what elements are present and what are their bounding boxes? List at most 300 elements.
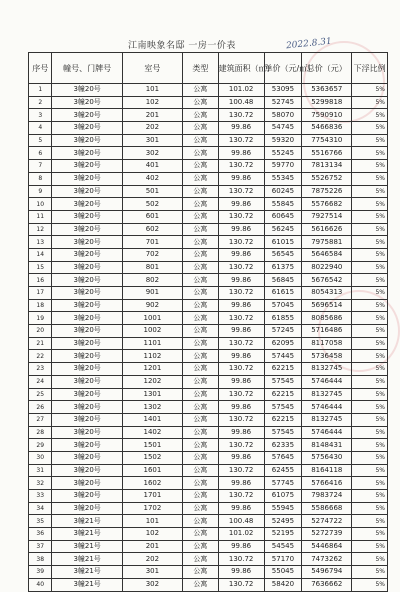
- cell-sequence: 18: [29, 299, 52, 312]
- cell-building-door-number: 3幢20号: [52, 350, 122, 363]
- cell-sequence: 38: [29, 553, 52, 566]
- cell-discount-ratio: 5%: [352, 375, 388, 388]
- cell-type: 公寓: [182, 274, 218, 287]
- table-row: [29, 515, 388, 528]
- cell-total-price: 8117058: [302, 337, 352, 350]
- cell-building-door-number: 3幢20号: [52, 490, 122, 503]
- cell-type: 公寓: [182, 236, 218, 249]
- cell-unit-price: 62215: [264, 363, 302, 376]
- cell-discount-ratio: 5%: [352, 223, 388, 236]
- cell-type: 公寓: [182, 477, 218, 490]
- cell-discount-ratio: 5%: [352, 490, 388, 503]
- table-row: [29, 160, 388, 173]
- cell-room-number: 302: [122, 578, 182, 591]
- cell-unit-price: 57545: [264, 426, 302, 439]
- cell-discount-ratio: 5%: [352, 439, 388, 452]
- cell-total-price: 5299818: [302, 96, 352, 109]
- cell-type: 公寓: [182, 210, 218, 223]
- cell-type: 公寓: [182, 388, 218, 401]
- cell-total-price: 5363657: [302, 84, 352, 97]
- cell-room-number: 701: [122, 236, 182, 249]
- cell-type: 公寓: [182, 553, 218, 566]
- table-row: [29, 578, 388, 591]
- cell-type: 公寓: [182, 299, 218, 312]
- cell-room-number: 1002: [122, 325, 182, 338]
- cell-type: 公寓: [182, 122, 218, 135]
- cell-building-door-number: 3幢20号: [52, 388, 122, 401]
- cell-type: 公寓: [182, 160, 218, 173]
- table-row: [29, 439, 388, 452]
- cell-unit-price: 56245: [264, 223, 302, 236]
- cell-building-door-number: 3幢20号: [52, 109, 122, 122]
- cell-sequence: 5: [29, 134, 52, 147]
- column-header-building-area: 建筑面积（㎡）: [218, 53, 264, 84]
- cell-total-price: 5746444: [302, 401, 352, 414]
- table-row: [29, 426, 388, 439]
- cell-discount-ratio: 5%: [352, 413, 388, 426]
- cell-building-area: 130.72: [218, 185, 264, 198]
- document-title: 江南映象名邸 一房一价表: [128, 41, 236, 51]
- cell-total-price: 8022940: [302, 261, 352, 274]
- cell-building-door-number: 3幢20号: [52, 147, 122, 160]
- table-row: [29, 540, 388, 553]
- cell-room-number: 1402: [122, 426, 182, 439]
- cell-room-number: 802: [122, 274, 182, 287]
- table-row: [29, 502, 388, 515]
- cell-sequence: 9: [29, 185, 52, 198]
- cell-unit-price: 56545: [264, 248, 302, 261]
- cell-building-area: 130.72: [218, 388, 264, 401]
- cell-discount-ratio: 5%: [352, 248, 388, 261]
- cell-unit-price: 60645: [264, 210, 302, 223]
- cell-building-area: 99.86: [218, 122, 264, 135]
- table-row: [29, 248, 388, 261]
- cell-discount-ratio: 5%: [352, 274, 388, 287]
- table-row: [29, 451, 388, 464]
- cell-sequence: 32: [29, 477, 52, 490]
- cell-sequence: 8: [29, 172, 52, 185]
- cell-building-door-number: 3幢20号: [52, 198, 122, 211]
- cell-building-door-number: 3幢20号: [52, 464, 122, 477]
- cell-building-area: 130.72: [218, 337, 264, 350]
- cell-building-door-number: 3幢21号: [52, 528, 122, 541]
- cell-total-price: 5586668: [302, 502, 352, 515]
- cell-room-number: 601: [122, 210, 182, 223]
- cell-building-door-number: 3幢20号: [52, 84, 122, 97]
- cell-total-price: 5274722: [302, 515, 352, 528]
- cell-type: 公寓: [182, 566, 218, 579]
- table-row: [29, 147, 388, 160]
- cell-building-door-number: 3幢20号: [52, 426, 122, 439]
- cell-total-price: 5766416: [302, 477, 352, 490]
- cell-total-price: 5446864: [302, 540, 352, 553]
- cell-total-price: 7754310: [302, 134, 352, 147]
- cell-type: 公寓: [182, 325, 218, 338]
- cell-sequence: 12: [29, 223, 52, 236]
- table-row: [29, 185, 388, 198]
- table-row: [29, 337, 388, 350]
- cell-sequence: 20: [29, 325, 52, 338]
- cell-room-number: 302: [122, 147, 182, 160]
- cell-total-price: 7983724: [302, 490, 352, 503]
- cell-building-area: 99.86: [218, 477, 264, 490]
- cell-unit-price: 61075: [264, 490, 302, 503]
- cell-sequence: 11: [29, 210, 52, 223]
- cell-discount-ratio: 5%: [352, 287, 388, 300]
- cell-unit-price: 61375: [264, 261, 302, 274]
- cell-building-door-number: 3幢20号: [52, 223, 122, 236]
- cell-unit-price: 57645: [264, 451, 302, 464]
- cell-sequence: 40: [29, 578, 52, 591]
- cell-discount-ratio: 5%: [352, 122, 388, 135]
- cell-unit-price: 59770: [264, 160, 302, 173]
- table-row: [29, 375, 388, 388]
- cell-building-area: 99.86: [218, 172, 264, 185]
- cell-discount-ratio: 5%: [352, 160, 388, 173]
- cell-unit-price: 61855: [264, 312, 302, 325]
- table-row: [29, 401, 388, 414]
- cell-unit-price: 62095: [264, 337, 302, 350]
- cell-total-price: 7590910: [302, 109, 352, 122]
- cell-unit-price: 58070: [264, 109, 302, 122]
- cell-building-door-number: 3幢20号: [52, 299, 122, 312]
- cell-building-area: 99.86: [218, 502, 264, 515]
- cell-total-price: 7813134: [302, 160, 352, 173]
- cell-sequence: 25: [29, 388, 52, 401]
- cell-building-area: 130.72: [218, 210, 264, 223]
- cell-type: 公寓: [182, 172, 218, 185]
- cell-building-door-number: 3幢20号: [52, 261, 122, 274]
- cell-total-price: 5526752: [302, 172, 352, 185]
- cell-type: 公寓: [182, 426, 218, 439]
- cell-room-number: 301: [122, 566, 182, 579]
- cell-building-area: 99.86: [218, 451, 264, 464]
- table-body: [29, 84, 388, 592]
- cell-building-door-number: 3幢20号: [52, 172, 122, 185]
- cell-building-area: 130.72: [218, 553, 264, 566]
- cell-type: 公寓: [182, 109, 218, 122]
- column-header-type: 类型: [182, 53, 218, 84]
- cell-sequence: 35: [29, 515, 52, 528]
- cell-type: 公寓: [182, 451, 218, 464]
- cell-total-price: 7975881: [302, 236, 352, 249]
- cell-sequence: 31: [29, 464, 52, 477]
- cell-sequence: 22: [29, 350, 52, 363]
- table-row: [29, 134, 388, 147]
- cell-room-number: 301: [122, 134, 182, 147]
- cell-total-price: 5696514: [302, 299, 352, 312]
- cell-building-door-number: 3幢20号: [52, 248, 122, 261]
- cell-room-number: 801: [122, 261, 182, 274]
- table-row: [29, 477, 388, 490]
- cell-sequence: 21: [29, 337, 52, 350]
- cell-building-door-number: 3幢20号: [52, 96, 122, 109]
- cell-room-number: 1102: [122, 350, 182, 363]
- cell-building-area: 130.72: [218, 312, 264, 325]
- table-row: [29, 413, 388, 426]
- table-row: [29, 464, 388, 477]
- cell-discount-ratio: 5%: [352, 109, 388, 122]
- cell-room-number: 1202: [122, 375, 182, 388]
- cell-sequence: 36: [29, 528, 52, 541]
- cell-total-price: 8148431: [302, 439, 352, 452]
- cell-building-door-number: 3幢20号: [52, 134, 122, 147]
- table-row: [29, 299, 388, 312]
- cell-building-door-number: 3幢20号: [52, 210, 122, 223]
- table-row: [29, 566, 388, 579]
- cell-building-door-number: 3幢20号: [52, 185, 122, 198]
- cell-discount-ratio: 5%: [352, 515, 388, 528]
- cell-unit-price: 55845: [264, 198, 302, 211]
- table-row: [29, 210, 388, 223]
- cell-total-price: 5466836: [302, 122, 352, 135]
- cell-room-number: 1702: [122, 502, 182, 515]
- cell-type: 公寓: [182, 337, 218, 350]
- cell-discount-ratio: 5%: [352, 312, 388, 325]
- cell-unit-price: 54745: [264, 122, 302, 135]
- cell-building-area: 130.72: [218, 490, 264, 503]
- cell-total-price: 7875226: [302, 185, 352, 198]
- cell-building-door-number: 3幢21号: [52, 515, 122, 528]
- cell-total-price: 5616626: [302, 223, 352, 236]
- table-row: [29, 96, 388, 109]
- cell-building-area: 130.72: [218, 578, 264, 591]
- cell-discount-ratio: 5%: [352, 528, 388, 541]
- cell-type: 公寓: [182, 96, 218, 109]
- cell-building-door-number: 3幢21号: [52, 553, 122, 566]
- cell-sequence: 17: [29, 287, 52, 300]
- cell-building-door-number: 3幢21号: [52, 540, 122, 553]
- cell-type: 公寓: [182, 578, 218, 591]
- cell-sequence: 28: [29, 426, 52, 439]
- table-row: [29, 261, 388, 274]
- cell-type: 公寓: [182, 147, 218, 160]
- cell-room-number: 702: [122, 248, 182, 261]
- cell-discount-ratio: 5%: [352, 477, 388, 490]
- cell-total-price: 8085686: [302, 312, 352, 325]
- cell-sequence: 14: [29, 248, 52, 261]
- cell-building-area: 100.48: [218, 515, 264, 528]
- cell-sequence: 30: [29, 451, 52, 464]
- cell-room-number: 1201: [122, 363, 182, 376]
- cell-type: 公寓: [182, 312, 218, 325]
- cell-unit-price: 62215: [264, 413, 302, 426]
- cell-building-area: 130.72: [218, 363, 264, 376]
- cell-discount-ratio: 5%: [352, 172, 388, 185]
- cell-sequence: 33: [29, 490, 52, 503]
- cell-sequence: 7: [29, 160, 52, 173]
- cell-unit-price: 62215: [264, 388, 302, 401]
- cell-unit-price: 57545: [264, 375, 302, 388]
- cell-sequence: 13: [29, 236, 52, 249]
- cell-type: 公寓: [182, 287, 218, 300]
- cell-unit-price: 56845: [264, 274, 302, 287]
- cell-room-number: 1001: [122, 312, 182, 325]
- cell-discount-ratio: 5%: [352, 426, 388, 439]
- price-table: [28, 52, 388, 592]
- cell-sequence: 6: [29, 147, 52, 160]
- cell-total-price: 8132745: [302, 413, 352, 426]
- cell-unit-price: 61015: [264, 236, 302, 249]
- cell-sequence: 34: [29, 502, 52, 515]
- cell-total-price: 5272739: [302, 528, 352, 541]
- cell-type: 公寓: [182, 490, 218, 503]
- cell-room-number: 1701: [122, 490, 182, 503]
- table-row: [29, 553, 388, 566]
- cell-building-area: 130.72: [218, 160, 264, 173]
- cell-unit-price: 57045: [264, 299, 302, 312]
- table-row: [29, 350, 388, 363]
- cell-total-price: 5756430: [302, 451, 352, 464]
- cell-sequence: 2: [29, 96, 52, 109]
- cell-room-number: 401: [122, 160, 182, 173]
- table-row: [29, 528, 388, 541]
- column-header-building-door-number: 幢号、门牌号: [52, 53, 122, 84]
- cell-building-door-number: 3幢20号: [52, 236, 122, 249]
- cell-discount-ratio: 5%: [352, 147, 388, 160]
- cell-discount-ratio: 5%: [352, 96, 388, 109]
- cell-building-area: 101.02: [218, 84, 264, 97]
- cell-sequence: 15: [29, 261, 52, 274]
- cell-building-door-number: 3幢20号: [52, 451, 122, 464]
- cell-type: 公寓: [182, 248, 218, 261]
- cell-type: 公寓: [182, 413, 218, 426]
- cell-type: 公寓: [182, 528, 218, 541]
- cell-total-price: 8132745: [302, 388, 352, 401]
- column-header-room-number: 室号: [122, 53, 182, 84]
- cell-building-door-number: 3幢20号: [52, 287, 122, 300]
- cell-unit-price: 53095: [264, 84, 302, 97]
- cell-discount-ratio: 5%: [352, 84, 388, 97]
- cell-room-number: 1602: [122, 477, 182, 490]
- cell-room-number: 202: [122, 122, 182, 135]
- cell-building-door-number: 3幢21号: [52, 578, 122, 591]
- cell-unit-price: 57745: [264, 477, 302, 490]
- cell-building-area: 99.86: [218, 299, 264, 312]
- cell-discount-ratio: 5%: [352, 502, 388, 515]
- cell-building-area: 99.86: [218, 350, 264, 363]
- cell-unit-price: 52495: [264, 515, 302, 528]
- cell-discount-ratio: 5%: [352, 363, 388, 376]
- cell-building-area: 130.72: [218, 109, 264, 122]
- table-row: [29, 172, 388, 185]
- cell-sequence: 3: [29, 109, 52, 122]
- column-header-discount-ratio: 下浮比例: [352, 53, 388, 84]
- cell-building-door-number: 3幢20号: [52, 160, 122, 173]
- cell-room-number: 902: [122, 299, 182, 312]
- cell-sequence: 10: [29, 198, 52, 211]
- table-row: [29, 198, 388, 211]
- cell-total-price: 8132745: [302, 363, 352, 376]
- cell-room-number: 101: [122, 84, 182, 97]
- cell-building-door-number: 3幢20号: [52, 325, 122, 338]
- cell-building-area: 99.86: [218, 274, 264, 287]
- cell-building-area: 99.86: [218, 223, 264, 236]
- cell-building-door-number: 3幢20号: [52, 274, 122, 287]
- cell-discount-ratio: 5%: [352, 134, 388, 147]
- cell-room-number: 1401: [122, 413, 182, 426]
- cell-total-price: 5746444: [302, 375, 352, 388]
- cell-discount-ratio: 5%: [352, 185, 388, 198]
- cell-discount-ratio: 5%: [352, 540, 388, 553]
- cell-sequence: 27: [29, 413, 52, 426]
- cell-unit-price: 55045: [264, 566, 302, 579]
- cell-building-area: 99.86: [218, 147, 264, 160]
- cell-building-area: 100.48: [218, 96, 264, 109]
- cell-building-door-number: 3幢20号: [52, 375, 122, 388]
- cell-room-number: 602: [122, 223, 182, 236]
- table-row: [29, 312, 388, 325]
- cell-type: 公寓: [182, 375, 218, 388]
- cell-sequence: 37: [29, 540, 52, 553]
- cell-discount-ratio: 5%: [352, 236, 388, 249]
- cell-discount-ratio: 5%: [352, 553, 388, 566]
- cell-discount-ratio: 5%: [352, 401, 388, 414]
- cell-discount-ratio: 5%: [352, 350, 388, 363]
- cell-building-door-number: 3幢20号: [52, 439, 122, 452]
- cell-unit-price: 57170: [264, 553, 302, 566]
- cell-building-door-number: 3幢21号: [52, 566, 122, 579]
- cell-building-door-number: 3幢20号: [52, 401, 122, 414]
- cell-building-area: 99.86: [218, 198, 264, 211]
- table-row: [29, 363, 388, 376]
- cell-building-area: 130.72: [218, 413, 264, 426]
- cell-unit-price: 55245: [264, 147, 302, 160]
- cell-type: 公寓: [182, 261, 218, 274]
- cell-type: 公寓: [182, 84, 218, 97]
- cell-sequence: 16: [29, 274, 52, 287]
- cell-building-area: 130.72: [218, 236, 264, 249]
- cell-unit-price: 61615: [264, 287, 302, 300]
- cell-unit-price: 60245: [264, 185, 302, 198]
- cell-building-area: 130.72: [218, 261, 264, 274]
- cell-discount-ratio: 5%: [352, 261, 388, 274]
- cell-sequence: 19: [29, 312, 52, 325]
- cell-total-price: 5676542: [302, 274, 352, 287]
- cell-total-price: 8164118: [302, 464, 352, 477]
- cell-building-area: 99.86: [218, 566, 264, 579]
- cell-type: 公寓: [182, 185, 218, 198]
- cell-building-area: 130.72: [218, 287, 264, 300]
- handwritten-date: 2022.8.31: [285, 36, 333, 52]
- cell-building-area: 99.86: [218, 248, 264, 261]
- cell-sequence: 4: [29, 122, 52, 135]
- cell-building-door-number: 3幢20号: [52, 413, 122, 426]
- cell-discount-ratio: 5%: [352, 578, 388, 591]
- cell-discount-ratio: 5%: [352, 388, 388, 401]
- cell-type: 公寓: [182, 464, 218, 477]
- cell-total-price: 7473262: [302, 553, 352, 566]
- cell-total-price: 5496794: [302, 566, 352, 579]
- cell-type: 公寓: [182, 502, 218, 515]
- cell-type: 公寓: [182, 198, 218, 211]
- cell-unit-price: 57445: [264, 350, 302, 363]
- cell-building-area: 130.72: [218, 439, 264, 452]
- cell-building-area: 99.86: [218, 401, 264, 414]
- table-row: [29, 490, 388, 503]
- cell-total-price: 7636662: [302, 578, 352, 591]
- cell-sequence: 23: [29, 363, 52, 376]
- cell-room-number: 102: [122, 528, 182, 541]
- cell-room-number: 901: [122, 287, 182, 300]
- cell-unit-price: 62335: [264, 439, 302, 452]
- cell-discount-ratio: 5%: [352, 210, 388, 223]
- cell-unit-price: 55345: [264, 172, 302, 185]
- cell-sequence: 39: [29, 566, 52, 579]
- cell-room-number: 1302: [122, 401, 182, 414]
- cell-room-number: 1601: [122, 464, 182, 477]
- cell-total-price: 7927514: [302, 210, 352, 223]
